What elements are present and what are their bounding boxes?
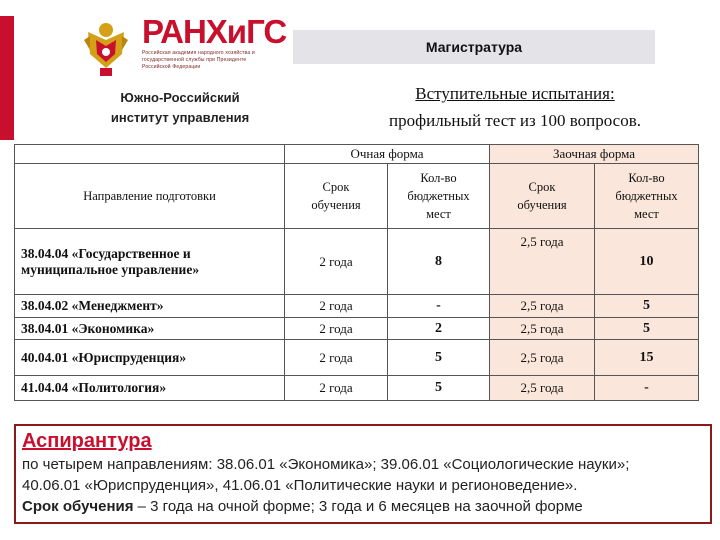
header-line: обучения <box>311 198 361 212</box>
ft-places-cell: 5 <box>388 340 490 376</box>
table-group-header-row <box>15 145 699 164</box>
term-text: – 3 года на очной форме; 3 года и 6 месяцев на заочной форме <box>133 498 583 515</box>
header-line: Кол-во <box>420 171 457 185</box>
header-direction: Направление подготовки <box>15 164 285 229</box>
exam-description: профильный тест из 100 вопросов. <box>388 111 641 130</box>
ft-term-cell: 2 года <box>285 295 388 318</box>
logo-subtitle: Российская академия народного хозяйства и государственной службы при Президенте Российской Федерации <box>142 50 255 70</box>
ex-places-cell: 10 <box>595 229 699 295</box>
institute-name-line: Южно-Российский <box>120 90 240 105</box>
ex-term-cell: 2,5 года <box>490 340 595 376</box>
table-row <box>15 340 699 376</box>
section-title: Магистратура <box>293 30 655 64</box>
ex-places-cell: 5 <box>595 318 699 340</box>
header-line: мест <box>634 207 659 221</box>
institute-name <box>80 88 280 128</box>
table-row <box>15 229 699 295</box>
aspirantura-box <box>14 424 712 524</box>
ex-term-cell: 2,5 года <box>490 295 595 318</box>
table-row <box>15 295 699 318</box>
aspirantura-title: Аспирантура <box>22 430 152 452</box>
header-line: обучения <box>517 198 567 212</box>
aspirantura-line: 40.06.01 «Юриспруденция», 41.06.01 «Политические науки и регионоведение». <box>22 477 578 494</box>
aspirantura-line: по четырем направлениям: 38.06.01 «Экономика»; 39.06.01 «Социологические науки»; <box>22 456 630 473</box>
table-row <box>15 376 699 401</box>
term-label: Срок обучения <box>22 498 134 515</box>
institute-name-line: институт управления <box>110 110 250 125</box>
ft-term-cell: 2 года <box>285 229 388 295</box>
ex-term-cell: 2,5 года <box>490 229 595 295</box>
header-ft-term <box>285 164 388 229</box>
table-header-row <box>15 164 699 229</box>
direction-line: муниципальное управление» <box>21 261 200 277</box>
header-line: мест <box>426 207 451 221</box>
table-row <box>15 318 699 340</box>
direction-line: 38.04.04 «Государственное и <box>21 245 191 261</box>
logo-wordmark: РАНХиГС <box>142 13 287 50</box>
exam-heading-text: Вступительные испытания: <box>415 84 615 103</box>
header-line: бюджетных <box>407 189 470 203</box>
ft-term-cell: 2 года <box>285 376 388 401</box>
exam-heading <box>350 84 680 104</box>
direction-cell: 38.04.01 «Экономика» <box>15 318 285 340</box>
ex-places-cell: 5 <box>595 295 699 318</box>
header-line: Срок <box>528 180 556 194</box>
direction-cell <box>15 229 285 295</box>
programs-table <box>14 144 699 401</box>
group-full-time: Очная форма <box>285 145 490 164</box>
header-line: бюджетных <box>615 189 678 203</box>
header-ex-places <box>595 164 699 229</box>
direction-cell: 38.04.02 «Менеджмент» <box>15 295 285 318</box>
direction-cell: 41.04.04 «Политология» <box>15 376 285 401</box>
ft-term-cell: 2 года <box>285 340 388 376</box>
ex-term-cell: 2,5 года <box>490 318 595 340</box>
ex-places-cell: - <box>595 376 699 401</box>
left-accent-bar <box>0 16 14 140</box>
header-line: Кол-во <box>628 171 665 185</box>
ft-places-cell: 8 <box>388 229 490 295</box>
ft-places-cell: - <box>388 295 490 318</box>
header-ft-places <box>388 164 490 229</box>
ft-places-cell: 2 <box>388 318 490 340</box>
ft-places-cell: 5 <box>388 376 490 401</box>
ex-term-cell: 2,5 года <box>490 376 595 401</box>
aspirantura-term <box>22 496 704 517</box>
table-corner-cell <box>15 145 285 164</box>
header-line: Срок <box>322 180 350 194</box>
ft-term-cell: 2 года <box>285 318 388 340</box>
ex-places-cell: 15 <box>595 340 699 376</box>
header-ex-term <box>490 164 595 229</box>
direction-cell: 40.04.01 «Юриспруденция» <box>15 340 285 376</box>
group-extramural: Заочная форма <box>490 145 699 164</box>
